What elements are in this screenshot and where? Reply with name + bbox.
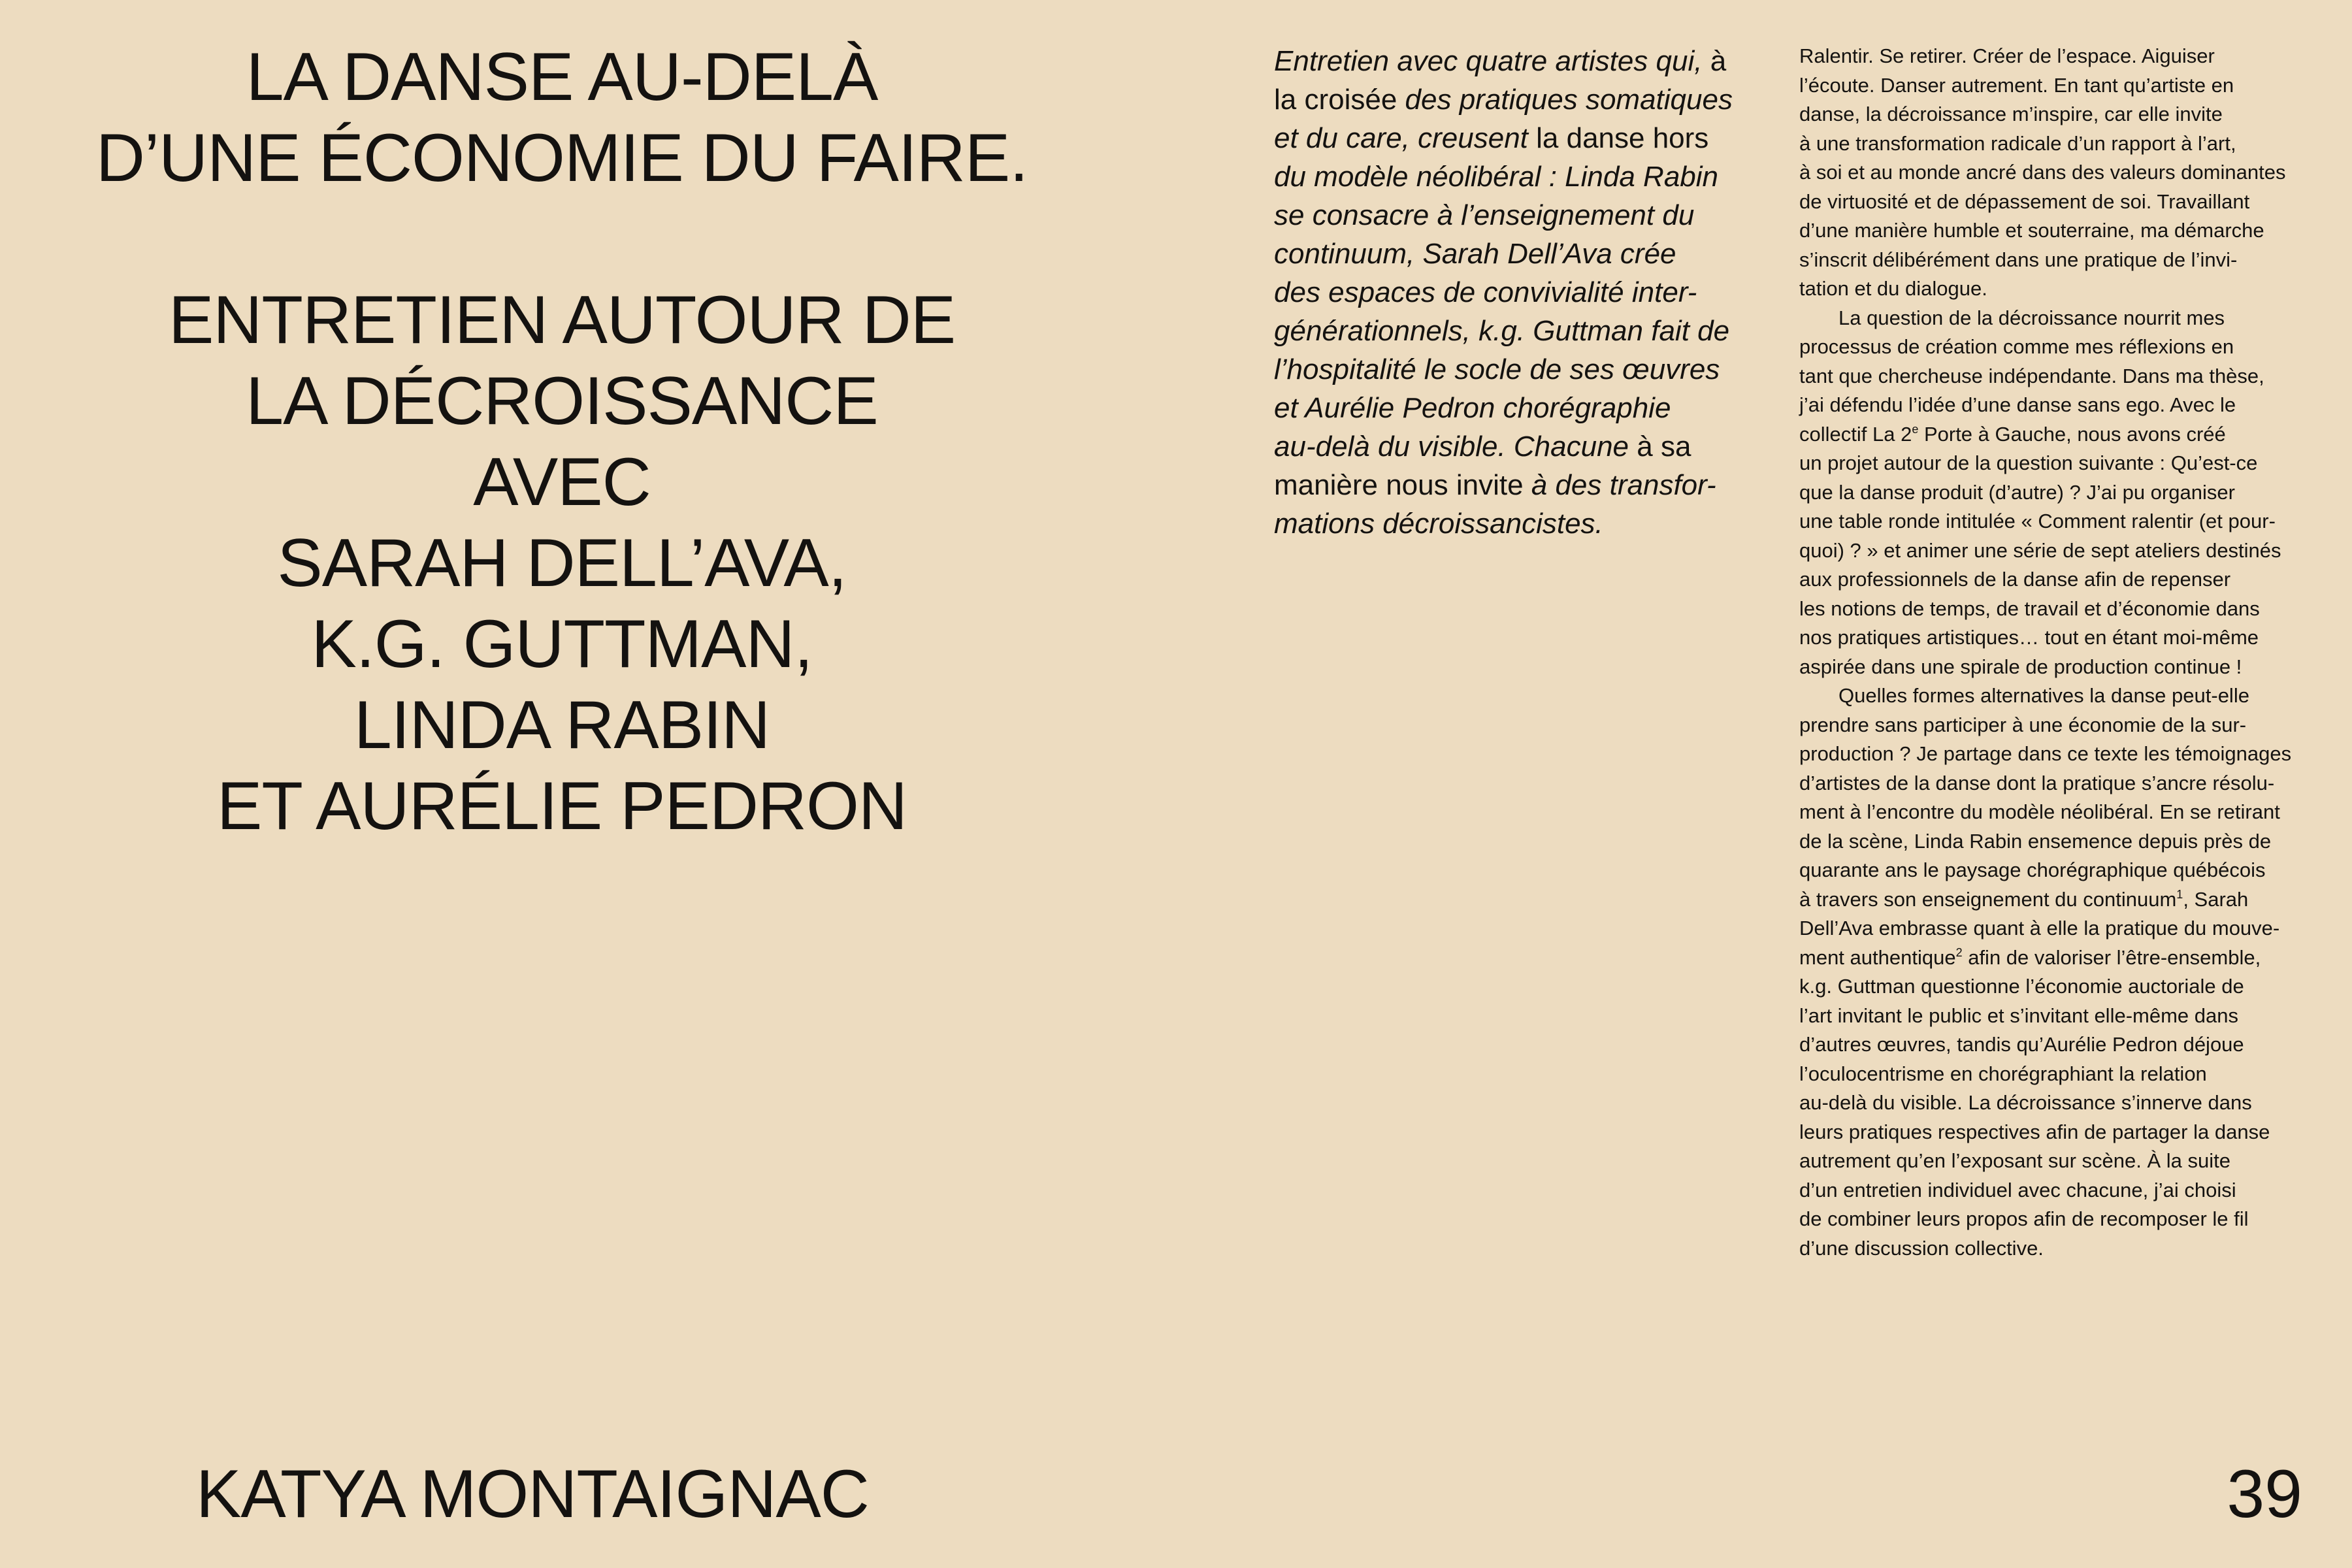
- body-line: quoi) ? » et animer une série de sept ateliers destinés: [1799, 538, 2281, 562]
- body-line: tant que chercheuse indépendante. Dans ma thèse,: [1799, 364, 2264, 387]
- intro-text: au-delà du visible. Chacune: [1274, 431, 1637, 463]
- intro-text: et du care, creusent: [1274, 122, 1537, 154]
- body-line: nos pratiques artistiques… tout en étant moi-même: [1799, 626, 2259, 649]
- intro-text: manière nous invite: [1274, 469, 1531, 501]
- body-line: k.g. Guttman questionne l’économie auctoriale de: [1799, 975, 2244, 998]
- intro-text: la danse hors: [1536, 122, 1709, 154]
- body-line: une table ronde intitulée « Comment ralentir (et pour-: [1799, 510, 2276, 532]
- body-line: ment authentique: [1799, 945, 1956, 969]
- body-line: les notions de temps, de travail et d’économie dans: [1799, 596, 2260, 620]
- intro-text: se consacre à l’enseignement du: [1274, 199, 1695, 231]
- article-title: [39, 37, 1085, 847]
- body-line: à une transformation radicale d’un rapport à l’art,: [1799, 131, 2236, 155]
- intro-paragraph: [1274, 42, 1777, 543]
- subtitle-line: AVEC: [473, 444, 651, 520]
- body-line: au-delà du visible. La décroissance s’innerve dans: [1799, 1091, 2252, 1114]
- body-line: production ? Je partage dans ce texte les témoignages: [1799, 742, 2292, 765]
- author-name: KATYA MONTAIGNAC: [196, 1456, 869, 1532]
- intro-text: générationnels, k.g. Guttman fait de: [1274, 315, 1730, 347]
- subtitle-line: ENTRETIEN AUTOUR DE: [168, 282, 956, 358]
- intro-text: du modèle néolibéral : Linda Rabin: [1274, 161, 1719, 193]
- body-column: [1799, 42, 2315, 1263]
- superscript: e: [1912, 422, 1919, 436]
- intro-text: Entretien avec quatre artistes qui,: [1274, 45, 1703, 77]
- subtitle-line: LA DÉCROISSANCE: [246, 363, 878, 439]
- body-line: d’un entretien individuel avec chacune, j’ai choisi: [1799, 1178, 2236, 1201]
- footnote-ref[interactable]: 1: [2176, 887, 2183, 901]
- intro-text: à: [1702, 45, 1727, 77]
- intro-text: continuum, Sarah Dell’Ava crée: [1274, 238, 1676, 270]
- subtitle-line: K.G. GUTTMAN,: [311, 606, 813, 682]
- body-line: que la danse produit (d’autre) ? J’ai pu organiser: [1799, 480, 2235, 504]
- subtitle-line: SARAH DELL’AVA,: [277, 525, 847, 601]
- title-line: D’UNE ÉCONOMIE DU FAIRE.: [95, 120, 1028, 196]
- page-number: 39: [2227, 1456, 2302, 1532]
- body-line: afin de valoriser l’être-ensemble,: [1962, 945, 2261, 969]
- body-line: processus de création comme mes réflexions en: [1799, 335, 2234, 358]
- body-line: ment à l’encontre du modèle néolibéral. En se retirant: [1799, 800, 2280, 823]
- body-line: à travers son enseignement du continuum: [1799, 887, 2177, 911]
- body-line: s’inscrit délibérément dans une pratique de l’invi-: [1799, 248, 2238, 271]
- body-line: d’une discussion collective.: [1799, 1236, 2044, 1260]
- body-line: j’ai défendu l’idée d’une danse sans ego. Avec le: [1799, 393, 2236, 416]
- subtitle-line: ET AURÉLIE PEDRON: [216, 768, 907, 844]
- intro-text: à des transfor-: [1531, 469, 1716, 501]
- body-line: aspirée dans une spirale de production continue !: [1799, 655, 2242, 678]
- body-line: à soi et au monde ancré dans des valeurs dominantes: [1799, 161, 2286, 184]
- footnote-ref[interactable]: 2: [1955, 945, 1963, 959]
- body-line: quarante ans le paysage chorégraphique québécois: [1799, 858, 2266, 881]
- body-line: autrement qu’en l’exposant sur scène. À la suite: [1799, 1149, 2230, 1172]
- body-line: Quelles formes alternatives la danse peut-elle: [1838, 684, 2249, 707]
- intro-text: des espaces de convivialité inter-: [1274, 276, 1697, 308]
- body-line: Dell’Ava embrasse quant à elle la pratique du mouve-: [1799, 917, 2280, 939]
- body-line: La question de la décroissance nourrit mes: [1838, 306, 2225, 329]
- body-line: Ralentir. Se retirer. Créer de l’espace. Aiguiser: [1799, 44, 2215, 67]
- intro-text: l’hospitalité le socle de ses œuvres: [1274, 353, 1720, 385]
- subtitle-line: LINDA RABIN: [353, 687, 770, 763]
- body-line: d’une manière humble et souterraine, ma démarche: [1799, 219, 2264, 242]
- intro-text: mations décroissancistes.: [1274, 508, 1603, 540]
- body-line: l’écoute. Danser autrement. En tant qu’artiste en: [1799, 73, 2234, 97]
- body-line: , Sarah: [2183, 887, 2249, 911]
- body-line: l’oculocentrisme en chorégraphiant la relation: [1799, 1062, 2207, 1085]
- body-line: Porte à Gauche, nous avons créé: [1918, 422, 2226, 446]
- intro-text: des pratiques somatiques: [1405, 84, 1733, 116]
- body-line: un projet autour de la question suivante : Qu’est-ce: [1799, 451, 2258, 474]
- body-line: prendre sans participer à une économie de la sur-: [1799, 713, 2247, 736]
- intro-text: et Aurélie Pedron chorégraphie: [1274, 392, 1671, 424]
- body-line: de combiner leurs propos afin de recomposer le fil: [1799, 1207, 2249, 1230]
- body-line: danse, la décroissance m’inspire, car elle invite: [1799, 103, 2223, 125]
- title-line: LA DANSE AU-DELÀ: [246, 39, 878, 115]
- body-line: leurs pratiques respectives afin de partager la danse: [1799, 1120, 2270, 1143]
- intro-text: à sa: [1637, 431, 1691, 463]
- body-line: l’art invitant le public et s’invitant elle-même dans: [1799, 1004, 2238, 1027]
- body-line: de la scène, Linda Rabin ensemence depuis près de: [1799, 829, 2272, 853]
- intro-text: la croisée: [1274, 84, 1405, 116]
- body-line: tation et du dialogue.: [1799, 277, 1987, 300]
- body-line: aux professionnels de la danse afin de repenser: [1799, 568, 2231, 591]
- body-line: de virtuosité et de dépassement de soi. Travaillant: [1799, 189, 2250, 213]
- body-line: collectif La 2: [1799, 422, 1912, 446]
- body-line: d’autres œuvres, tandis qu’Aurélie Pedron déjoue: [1799, 1033, 2244, 1056]
- body-line: d’artistes de la danse dont la pratique s’ancre résolu-: [1799, 771, 2275, 794]
